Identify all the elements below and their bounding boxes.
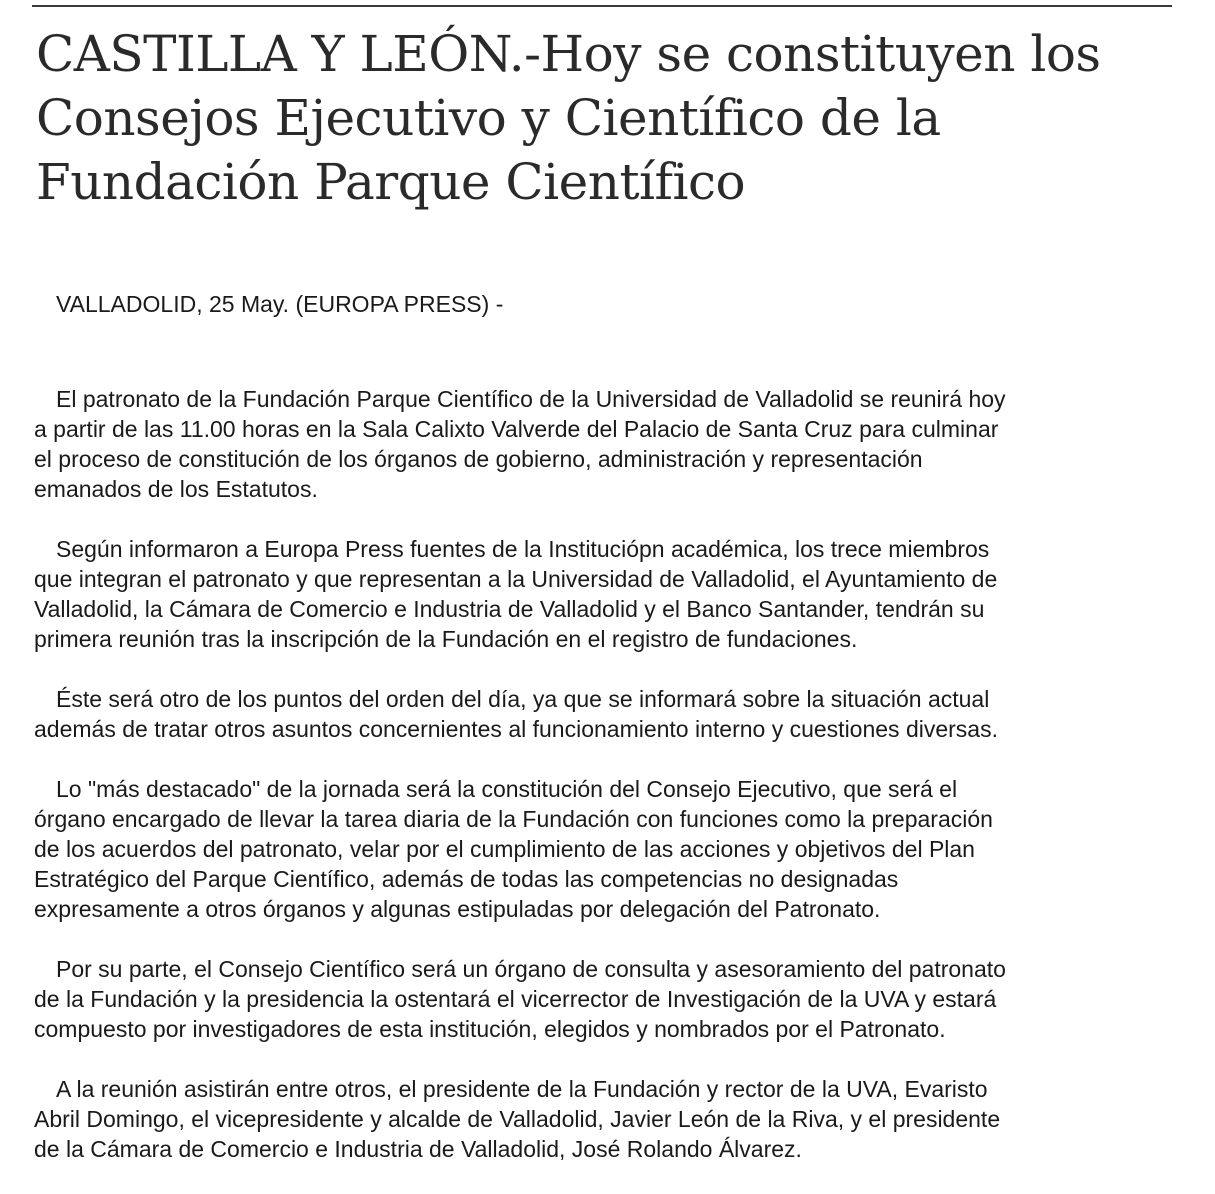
text-line: expresamente a otros órganos y algunas estipuladas por delegación del Patronato. bbox=[34, 896, 881, 922]
text-line: Por su parte, el Consejo Científico será un órgano de consulta y asesoramiento del patronato bbox=[56, 956, 1006, 982]
text-line: primera reunión tras la inscripción de la Fundación en el registro de fundaciones. bbox=[34, 626, 858, 652]
paragraph-4 bbox=[34, 774, 1184, 924]
article-body bbox=[34, 384, 1184, 1194]
text-line: A la reunión asistirán entre otros, el presidente de la Fundación y rector de la UVA, Evaristo bbox=[56, 1076, 988, 1102]
headline bbox=[36, 22, 1186, 214]
paragraph-1 bbox=[34, 384, 1184, 504]
text-line: Valladolid, la Cámara de Comercio e Industria de Valladolid y el Banco Santander, tendrán su bbox=[34, 596, 985, 622]
headline-line: CASTILLA Y LEÓN.-Hoy se constituyen los bbox=[36, 25, 1101, 83]
paragraph-6 bbox=[34, 1074, 1184, 1164]
text-line: de los acuerdos del patronato, velar por el cumplimiento de las acciones y objetivos del Plan bbox=[34, 836, 975, 862]
headline-line: Fundación Parque Científico bbox=[36, 153, 746, 211]
dateline: VALLADOLID, 25 May. (EUROPA PRESS) - bbox=[56, 291, 504, 317]
text-line: de la Fundación y la presidencia la ostentará el vicerrector de Investigación de la UVA y estará bbox=[34, 986, 997, 1012]
text-line: Estratégico del Parque Científico, además de todas las competencias no designadas bbox=[34, 866, 899, 892]
text-line: el proceso de constitución de los órganos de gobierno, administración y representación bbox=[34, 446, 923, 472]
text-line: además de tratar otros asuntos concernientes al funcionamiento interno y cuestiones diversas. bbox=[34, 716, 998, 742]
paragraph-5 bbox=[34, 954, 1184, 1044]
headline-line: Consejos Ejecutivo y Científico de la bbox=[36, 89, 941, 147]
text-line: Abril Domingo, el vicepresidente y alcalde de Valladolid, Javier León de la Riva, y el presidente bbox=[34, 1106, 1001, 1132]
text-line: a partir de las 11.00 horas en la Sala Calixto Valverde del Palacio de Santa Cruz para culminar bbox=[34, 416, 999, 442]
text-line: El patronato de la Fundación Parque Científico de la Universidad de Valladolid se reunirá hoy bbox=[56, 386, 1006, 412]
text-line: Éste será otro de los puntos del orden del día, ya que se informará sobre la situación actual bbox=[56, 686, 990, 712]
text-line: que integran el patronato y que representan a la Universidad de Valladolid, el Ayuntamiento de bbox=[34, 566, 998, 592]
text-line: de la Cámara de Comercio e Industria de Valladolid, José Rolando Álvarez. bbox=[34, 1136, 802, 1162]
paragraph-2 bbox=[34, 534, 1184, 654]
text-line: compuesto por investigadores de esta institución, elegidos y nombrados por el Patronato. bbox=[34, 1016, 946, 1042]
paragraph-3 bbox=[34, 684, 1184, 744]
top-rule bbox=[32, 5, 1172, 7]
text-line: Según informaron a Europa Press fuentes de la Instituciópn académica, los trece miembros bbox=[56, 536, 990, 562]
text-line: Lo "más destacado" de la jornada será la constitución del Consejo Ejecutivo, que será el bbox=[56, 776, 958, 802]
text-line: órgano encargado de llevar la tarea diaria de la Fundación con funciones como la preparación bbox=[34, 806, 993, 832]
text-line: emanados de los Estatutos. bbox=[34, 476, 318, 502]
